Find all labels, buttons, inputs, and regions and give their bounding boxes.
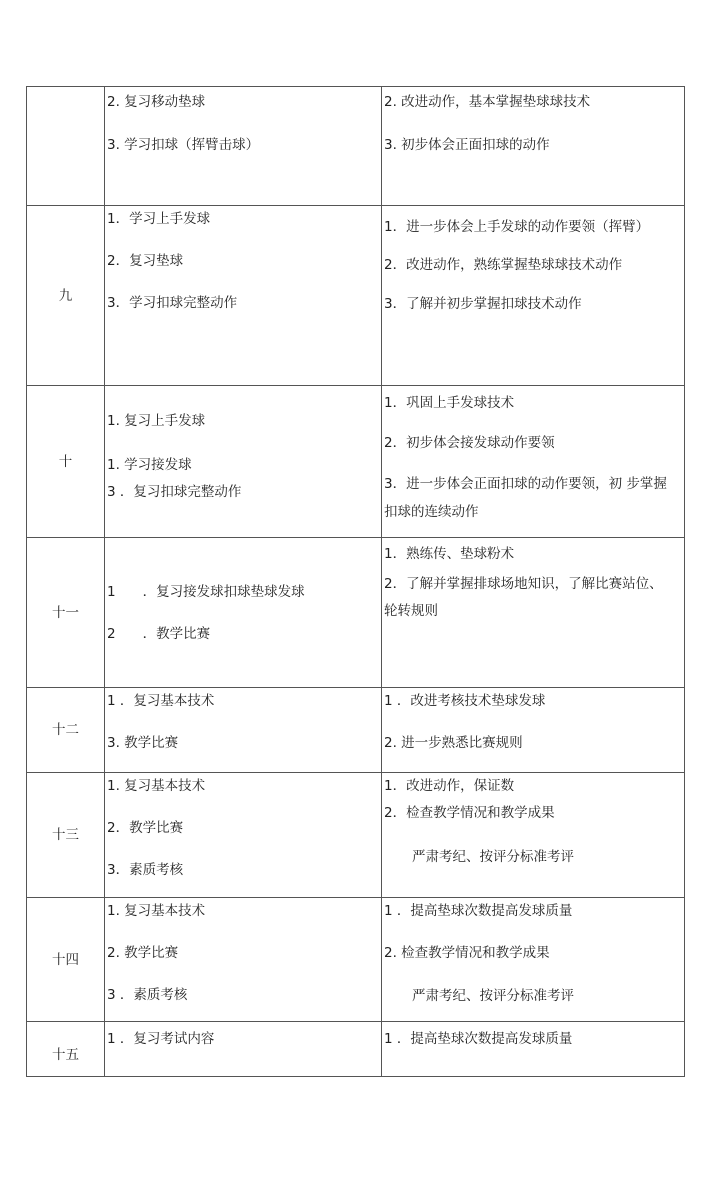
goal-line: 2. 改进动作，基本掌握垫球球技术 <box>384 94 591 110</box>
goal-line: 2. 检查教学情况和教学成果 <box>384 945 550 961</box>
week-cell: 十二 <box>27 688 105 773</box>
content-line: 2．教学比赛 <box>107 820 184 836</box>
table-row <box>27 773 685 898</box>
content-line: 3 ．复习扣球完整动作 <box>107 484 242 500</box>
goal-line: 2．检查教学情况和教学成果 <box>384 805 555 821</box>
week-cell: 十五 <box>27 1022 105 1077</box>
goal-line: 1．巩固上手发球技术 <box>384 395 515 411</box>
goal-line: 1．进一步体会上手发球的动作要领（挥臂） <box>384 219 650 235</box>
table-row <box>27 386 685 538</box>
week-cell: 十一 <box>27 538 105 688</box>
content-cell <box>105 1022 382 1077</box>
content-line: 3．素质考核 <box>107 862 184 878</box>
content-line: 1. 学习接发球 <box>107 457 192 473</box>
goal-cell <box>382 206 685 386</box>
content-cell <box>105 206 382 386</box>
table-row <box>27 538 685 688</box>
content-line: 2．复习垫球 <box>107 253 184 269</box>
content-line: 3. 教学比赛 <box>107 735 179 751</box>
goal-cell <box>382 898 685 1022</box>
goal-line: 2．初步体会接发球动作要领 <box>384 435 555 451</box>
goal-line: 3．了解并初步掌握扣球技术动作 <box>384 296 582 312</box>
content-line: 1 ．复习接发球扣球垫球发球 <box>107 584 305 600</box>
week-cell: 十 <box>27 386 105 538</box>
content-cell <box>105 898 382 1022</box>
content-line: 1 ．复习考试内容 <box>107 1031 215 1047</box>
goal-cell <box>382 773 685 898</box>
table-row <box>27 688 685 773</box>
goal-line: 1 ．提高垫球次数提高发球质量 <box>384 1031 573 1047</box>
goal-line: 1．改进动作，保证数 <box>384 778 515 794</box>
content-line: 2 ．教学比赛 <box>107 626 211 642</box>
goal-line: 3. 初步体会正面扣球的动作 <box>384 137 550 153</box>
goal-line: 1．熟练传、垫球粉术 <box>384 546 515 562</box>
week-cell: 九 <box>27 206 105 386</box>
table-row <box>27 898 685 1022</box>
goal-cell <box>382 1022 685 1077</box>
goal-line: 严肃考纪、按评分标准考评 <box>412 849 574 865</box>
content-line: 3．学习扣球完整动作 <box>107 295 238 311</box>
table-row <box>27 87 685 206</box>
content-cell <box>105 688 382 773</box>
goal-line: 2．了解并掌握排球场地知识，了解比赛站位、轮转规则 <box>384 576 663 619</box>
content-line: 1. 复习基本技术 <box>107 903 206 919</box>
table-row <box>27 1022 685 1077</box>
goal-line: 2．改进动作，熟练掌握垫球球技术动作 <box>384 257 623 273</box>
goal-cell <box>382 688 685 773</box>
content-cell <box>105 386 382 538</box>
week-cell <box>27 87 105 206</box>
goal-line: 严肃考纪、按评分标准考评 <box>412 988 574 1004</box>
content-line: 3. 学习扣球（挥臂击球） <box>107 137 260 153</box>
week-cell: 十四 <box>27 898 105 1022</box>
content-line: 3 ．素质考核 <box>107 987 188 1003</box>
goal-line: 1 ．改进考核技术垫球发球 <box>384 693 546 709</box>
content-cell <box>105 773 382 898</box>
table-row <box>27 206 685 386</box>
goal-cell <box>382 87 685 206</box>
content-line: 1. 复习基本技术 <box>107 778 206 794</box>
content-line: 1. 复习上手发球 <box>107 413 206 429</box>
content-line: 1 ．复习基本技术 <box>107 693 215 709</box>
content-line: 2. 复习移动垫球 <box>107 94 206 110</box>
content-cell <box>105 538 382 688</box>
content-line: 1．学习上手发球 <box>107 211 211 227</box>
goal-line: 3．进一步体会正面扣球的动作要领，初 步掌握扣球的连续动作 <box>384 476 667 520</box>
goal-cell <box>382 538 685 688</box>
goal-line: 2. 进一步熟悉比赛规则 <box>384 735 523 751</box>
content-line: 2. 教学比赛 <box>107 945 179 961</box>
goal-line: 1 ．提高垫球次数提高发球质量 <box>384 903 573 919</box>
content-cell <box>105 87 382 206</box>
goal-cell <box>382 386 685 538</box>
week-cell: 十三 <box>27 773 105 898</box>
teaching-plan-table <box>26 86 685 1077</box>
